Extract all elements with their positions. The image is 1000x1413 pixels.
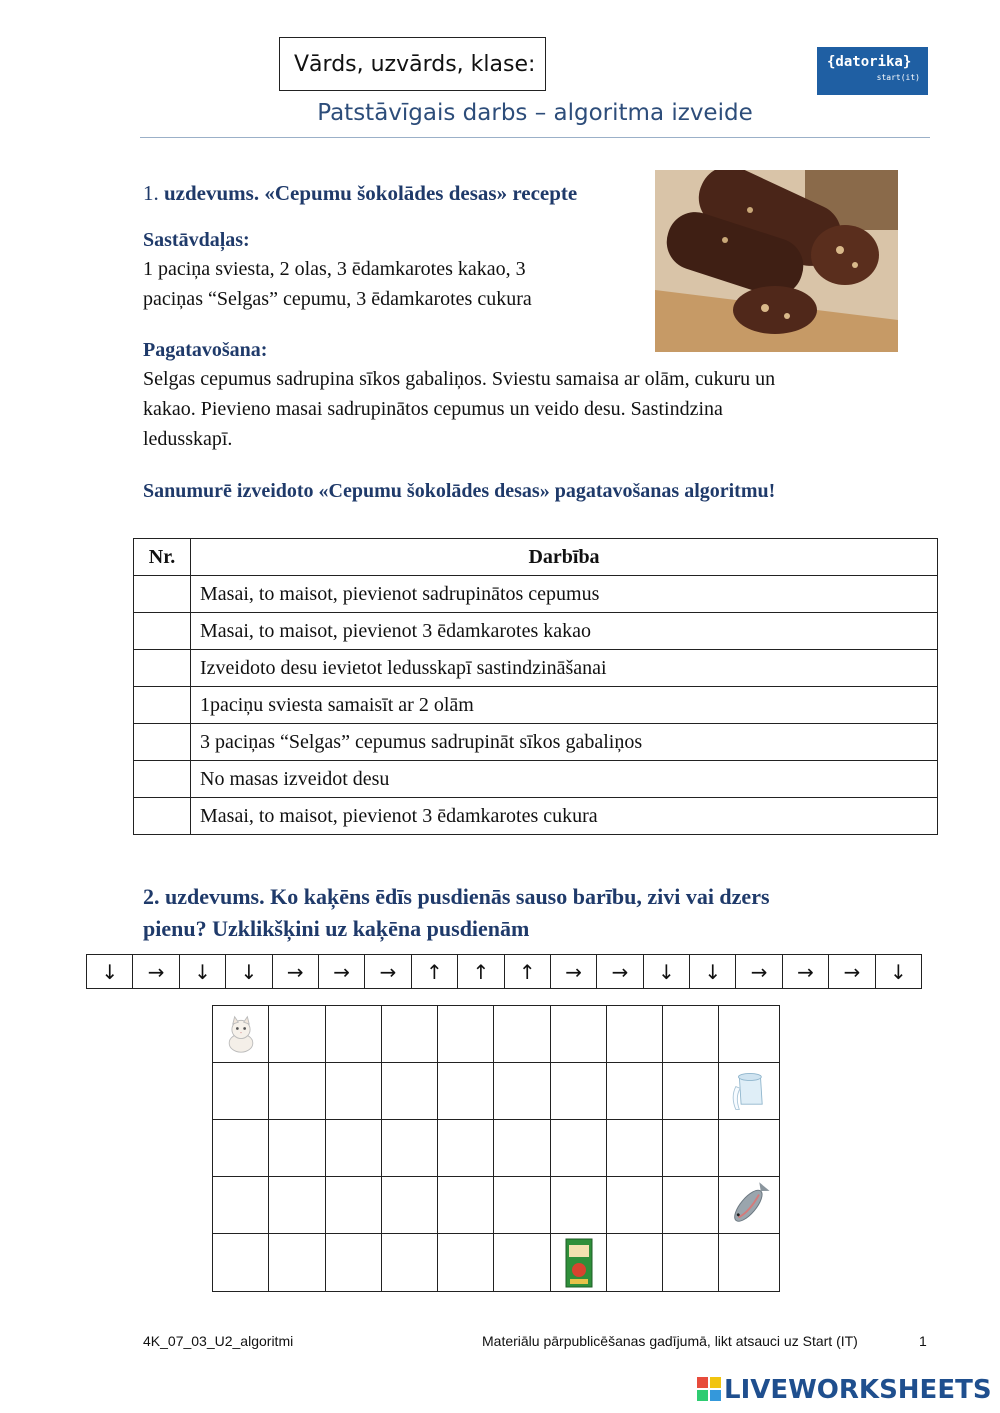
grid-cell [718, 1062, 780, 1120]
step-number-input[interactable] [134, 761, 191, 798]
step-action: Masai, to maisot, pievienot sadrupinātos cepumus [191, 576, 938, 613]
grid-cell [662, 1119, 719, 1177]
grid-cell [268, 1119, 326, 1177]
grid-cell [381, 1233, 438, 1292]
arrow-cell: → [597, 955, 643, 988]
title-divider [140, 137, 930, 138]
watermark-text: LIVEWORKSHEETS [724, 1375, 992, 1405]
task2-title-line: 2. uzdevums. Ko kaķēns ēdīs pusdienās sauso barību, zivi vai dzers [143, 884, 770, 909]
grid-cell [493, 1176, 551, 1234]
arrow-cell: → [133, 955, 179, 988]
preparation-line: kakao. Pievieno masai sadrupinātos cepumus un veido desu. Sastindzina [143, 398, 723, 420]
grid-cell [381, 1176, 438, 1234]
arrow-cell: ↓ [226, 955, 272, 988]
table-header-row [134, 539, 938, 576]
grid-cell [268, 1233, 326, 1292]
grid-cell [212, 1119, 269, 1177]
dry-food-icon[interactable] [564, 1238, 594, 1288]
step-number-input[interactable] [134, 798, 191, 835]
direction-arrow-strip [86, 954, 922, 989]
grid-cell [606, 1176, 663, 1234]
name-field-label: Vārds, uzvārds, klase: [279, 37, 546, 91]
chocolate-sausage-photo [655, 170, 898, 352]
grid-cell [662, 1233, 719, 1292]
grid-cell [718, 1176, 780, 1234]
table-row [134, 761, 938, 798]
grid-cell [718, 1233, 780, 1292]
step-number-input[interactable] [134, 724, 191, 761]
task1-instruction: Sanumurē izveidoto «Cepumu šokolādes desas» pagatavošanas algoritmu! [143, 480, 776, 502]
ingredients-heading: Sastāvdaļas: [143, 229, 250, 251]
grid-cell [550, 1119, 607, 1177]
grid-cell [606, 1119, 663, 1177]
table-row [134, 687, 938, 724]
grid-cell [325, 1005, 382, 1063]
grid-cell [493, 1005, 551, 1063]
grid-cell [325, 1233, 382, 1292]
logo-text: {datorika} [827, 54, 912, 70]
liveworksheets-watermark [697, 1375, 992, 1405]
grid-cell [212, 1233, 269, 1292]
task1-number: 1. [143, 181, 159, 205]
grid-cell [212, 1176, 269, 1234]
ingredients-line: 1 paciņa sviesta, 2 olas, 3 ēdamkarotes kakao, 3 [143, 258, 526, 280]
step-number-input[interactable] [134, 613, 191, 650]
ingredients-line: paciņas “Selgas” cepumu, 3 ēdamkarotes cukura [143, 288, 532, 310]
arrow-cell: ↑ [412, 955, 458, 988]
step-number-input[interactable] [134, 687, 191, 724]
column-header-nr: Nr. [134, 539, 191, 576]
page-number: 1 [919, 1333, 927, 1349]
grid-cell [493, 1119, 551, 1177]
arrow-cell: → [551, 955, 597, 988]
arrow-cell: → [365, 955, 411, 988]
liveworksheets-logo-icon [697, 1377, 721, 1401]
task1-title: uzdevums. «Cepumu šokolādes desas» recepte [164, 181, 578, 205]
table-row [134, 798, 938, 835]
table-row [134, 724, 938, 761]
algorithm-table [133, 538, 938, 835]
arrow-cell: ↓ [690, 955, 736, 988]
ingredients-text [143, 254, 532, 314]
grid-cell [662, 1176, 719, 1234]
task1-heading [143, 181, 577, 206]
grid-cell [606, 1005, 663, 1063]
grid-cell [550, 1176, 607, 1234]
preparation-heading: Pagatavošana: [143, 339, 268, 361]
preparation-line: Selgas cepumus sadrupina sīkos gabaliņos. Sviestu samaisa ar olām, cukuru un [143, 368, 776, 390]
arrow-cell: ↑ [458, 955, 504, 988]
step-number-input[interactable] [134, 576, 191, 613]
task2-heading [143, 881, 903, 945]
grid-cell [718, 1119, 780, 1177]
grid-cell [381, 1119, 438, 1177]
grid-cell [550, 1062, 607, 1120]
grid-cell [437, 1005, 494, 1063]
arrow-cell: ↓ [889, 959, 907, 984]
grid-cell [268, 1176, 326, 1234]
arrow-cell: → [783, 955, 829, 988]
arrow-cell: → [829, 955, 875, 988]
step-action: No masas izveidot desu [191, 761, 938, 798]
grid-cell [493, 1233, 551, 1292]
grid-cell [606, 1233, 663, 1292]
page-title: Patstāvīgais darbs – algoritma izveide [317, 100, 753, 126]
grid-cell [325, 1062, 382, 1120]
grid-cell [493, 1062, 551, 1120]
step-action: Masai, to maisot, pievienot 3 ēdamkarotes kakao [191, 613, 938, 650]
grid-cell [268, 1062, 326, 1120]
path-grid [212, 1005, 779, 1291]
arrow-cell: ↓ [644, 955, 690, 988]
grid-cell [381, 1062, 438, 1120]
grid-cell [381, 1005, 438, 1063]
arrow-cell: ↓ [180, 955, 226, 988]
grid-cell [662, 1062, 719, 1120]
table-row [134, 650, 938, 687]
footer-code: 4K_07_03_U2_algoritmi [143, 1333, 294, 1349]
grid-cell [550, 1233, 607, 1292]
footer-note: Materiālu pārpublicēšanas gadījumā, likt atsauci uz Start (IT) [482, 1333, 858, 1349]
step-action: Izveidoto desu ievietot ledusskapī sastindzināšanai [191, 650, 938, 687]
grid-cell [662, 1005, 719, 1063]
grid-cell [437, 1176, 494, 1234]
preparation-text [143, 364, 775, 454]
preparation-line: ledusskapī. [143, 428, 233, 450]
grid-cell [325, 1176, 382, 1234]
step-action: Masai, to maisot, pievienot 3 ēdamkarotes cukura [191, 798, 938, 835]
milk-icon[interactable] [727, 1066, 771, 1116]
table-row [134, 576, 938, 613]
cat-icon [221, 1012, 261, 1056]
grid-cell [550, 1005, 607, 1063]
arrow-cell: ↓ [87, 955, 133, 988]
column-header-action: Darbība [191, 539, 938, 576]
grid-cell [437, 1119, 494, 1177]
datorika-logo [817, 47, 928, 95]
arrow-cell: → [273, 955, 319, 988]
step-action: 3 paciņas “Selgas” cepumus sadrupināt sīkos gabaliņos [191, 724, 938, 761]
grid-cell [212, 1005, 269, 1063]
step-action: 1paciņu sviesta samaisīt ar 2 olām [191, 687, 938, 724]
grid-cell [718, 1005, 780, 1063]
step-number-input[interactable] [134, 650, 191, 687]
arrow-cell: ↑ [505, 955, 551, 988]
arrow-cell: → [736, 955, 782, 988]
grid-cell [437, 1062, 494, 1120]
grid-cell [212, 1062, 269, 1120]
grid-cell [268, 1005, 326, 1063]
task2-title-line: pienu? Uzklikšķini uz kaķēna pusdienām [143, 916, 530, 941]
arrow-cell: → [319, 955, 365, 988]
fish-icon[interactable] [725, 1179, 773, 1231]
grid-cell [606, 1062, 663, 1120]
table-row [134, 613, 938, 650]
grid-cell [325, 1119, 382, 1177]
logo-subtext: start(it) [876, 73, 920, 82]
grid-cell [437, 1233, 494, 1292]
